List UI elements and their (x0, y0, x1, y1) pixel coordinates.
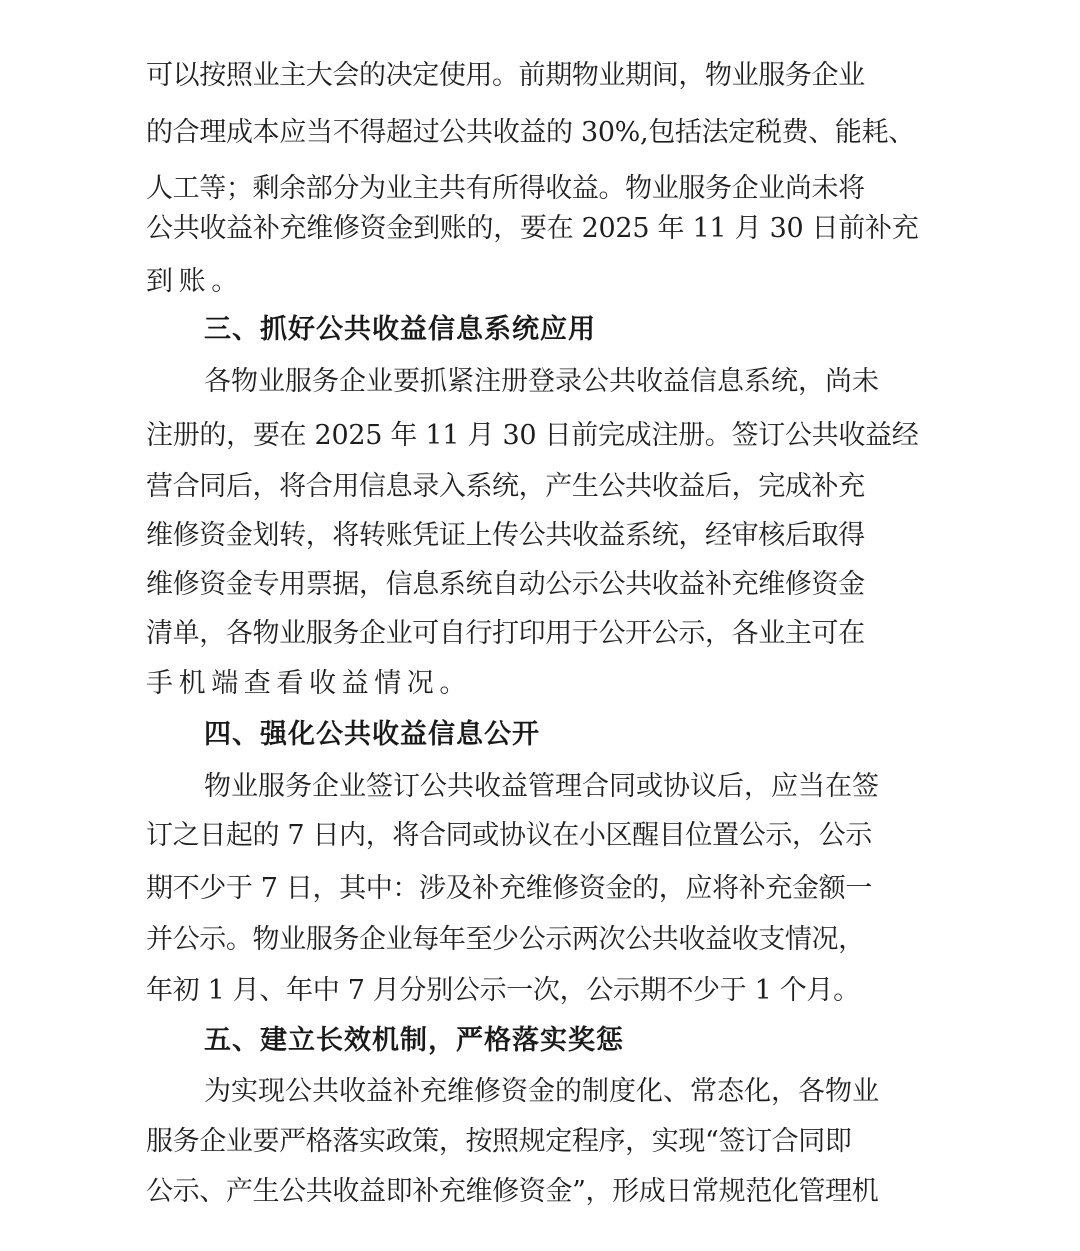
text-line: 注册的，要在 2025 年 11 月 30 日前完成注册。签订公共收益经 (146, 420, 919, 451)
text-line: 手机端查看收益情况。 (146, 668, 472, 699)
text-line: 清单，各物业服务企业可自行打印用于公开公示，各业主可在 (146, 618, 865, 649)
section-heading-4: 四、强化公共收益信息公开 (204, 719, 540, 750)
text-line: 订之日起的 7 日内，将合同或协议在小区醒目位置公示，公示 (146, 820, 872, 851)
text-line: 年初 1 月、年中 7 月分别公示一次，公示期不少于 1 个月。 (146, 975, 860, 1006)
text-line: 公共收益补充维修资金到账的，要在 2025 年 11 月 30 日前补充 (146, 213, 919, 244)
text-line: 营合同后，将合用信息录入系统，产生公共收益后，完成补充 (146, 471, 865, 502)
text-line: 维修资金专用票据，信息系统自动公示公共收益补充维修资金 (146, 569, 865, 600)
text-line: 公示、产生公共收益即补充维修资金”，形成日常规范化管理机 (146, 1176, 879, 1207)
text-line: 服务企业要严格落实政策，按照规定程序，实现“签订合同即 (146, 1126, 852, 1157)
section-heading-3: 三、抓好公共收益信息系统应用 (204, 314, 596, 345)
text-line: 物业服务企业签订公共收益管理合同或协议后，应当在签 (204, 771, 879, 802)
text-line: 并公示。物业服务企业每年至少公示两次公共收益收支情况， (146, 924, 865, 955)
text-line: 可以按照业主大会的决定使用。前期物业期间，物业服务企业 (146, 60, 865, 91)
section-heading-5: 五、建立长效机制，严格落实奖惩 (204, 1025, 624, 1056)
text-line: 到账。 (146, 266, 244, 297)
text-line: 为实现公共收益补充维修资金的制度化、常态化，各物业 (204, 1076, 879, 1107)
text-line: 的合理成本应当不得超过公共收益的 30%,包括法定税费、能耗、 (146, 117, 915, 148)
text-line: 各物业服务企业要抓紧注册登录公共收益信息系统，尚未 (204, 366, 879, 397)
text-line: 人工等；剩余部分为业主共有所得收益。物业服务企业尚未将 (146, 173, 865, 204)
text-line: 期不少于 7 日，其中：涉及补充维修资金的，应将补充金额一 (146, 873, 872, 904)
text-line: 维修资金划转，将转账凭证上传公共收益系统，经审核后取得 (146, 520, 865, 551)
